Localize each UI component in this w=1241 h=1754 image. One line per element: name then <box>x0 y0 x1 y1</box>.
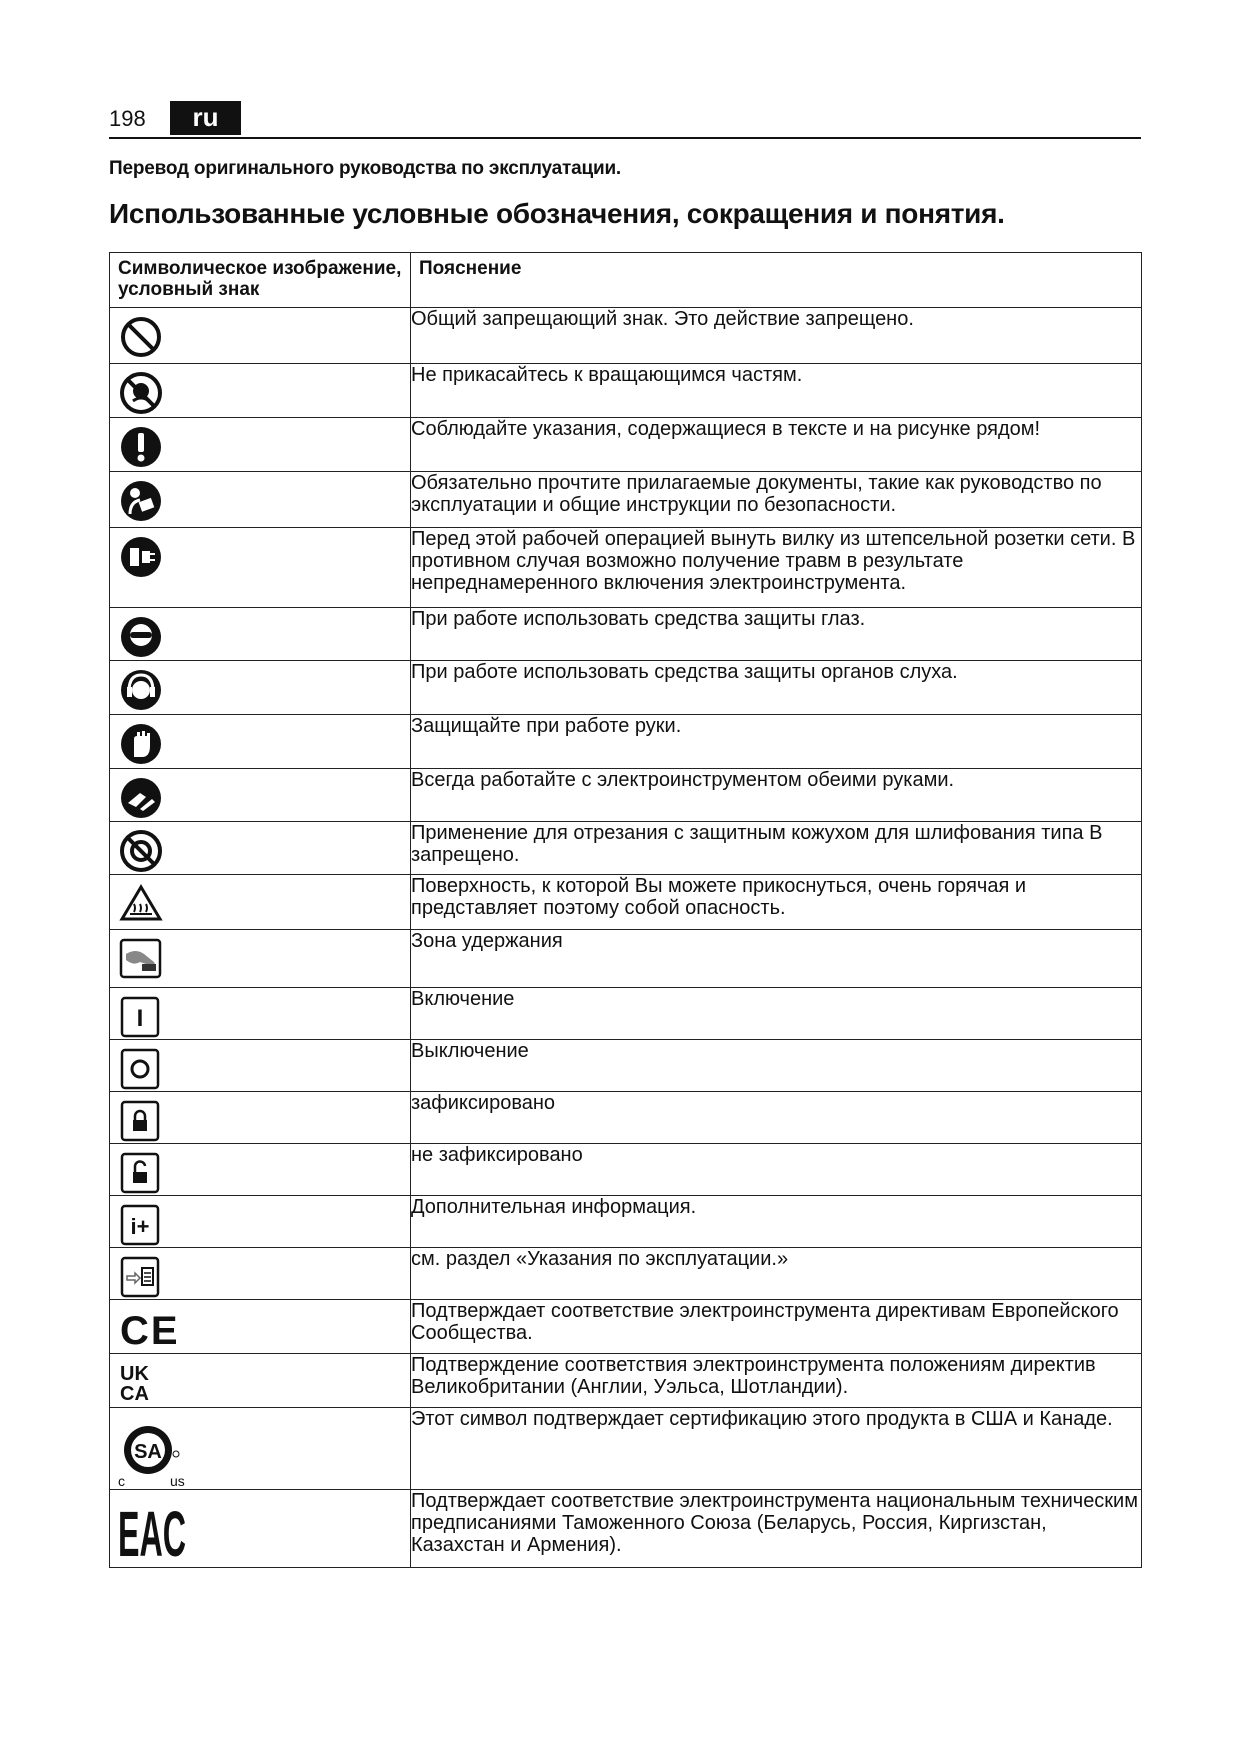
table-row <box>110 930 1142 988</box>
table-row <box>110 1092 1142 1144</box>
row-text: Поверхность, к которой Вы можете прикоснуться, очень горячая и представляет поэтому собой опасность. <box>411 875 1142 930</box>
row-text: Всегда работайте с электроинструментом обеими руками. <box>411 769 1142 822</box>
header-symbol: Символическое изображение, условный знак <box>110 253 411 308</box>
no-touch-rotating-parts-icon <box>118 370 164 416</box>
table-row <box>110 1144 1142 1196</box>
row-text: см. раздел «Указания по эксплуатации.» <box>411 1248 1142 1300</box>
eac-mark-icon <box>118 1496 198 1570</box>
table-header-row <box>110 253 1142 308</box>
unlocked-icon <box>118 1150 164 1196</box>
power-on-label: I <box>136 1005 144 1032</box>
table-row <box>110 1408 1142 1490</box>
symbols-table <box>109 252 1142 1568</box>
row-text: При работе использовать средства защиты органов слуха. <box>411 661 1142 715</box>
table-row <box>110 1490 1142 1568</box>
ce-mark-icon <box>118 1306 178 1352</box>
header-rule <box>109 137 1141 139</box>
prohibition-icon <box>118 314 164 360</box>
language-tab: ru <box>170 101 241 135</box>
row-text: Перед этой рабочей операцией вынуть вилку из штепсельной розетки сети. В противном случая возможно получение травм в результате непреднамеренного включения электроинструмента. <box>411 528 1142 608</box>
ukca-bottom-label: CA <box>120 1383 149 1405</box>
table-row <box>110 715 1142 769</box>
row-text: Подтверждение соответствия электроинструмента положениям директив Великобритании (Англии, Уэльса, Шотландии). <box>411 1354 1142 1408</box>
info-label: i+ <box>130 1214 150 1239</box>
document-subtitle: Перевод оригинального руководства по эксплуатации. <box>109 158 622 179</box>
read-manual-icon <box>118 478 164 524</box>
row-text: Обязательно прочтите прилагаемые документы, такие как руководство по эксплуатации и общие инструкции по безопасности. <box>411 472 1142 528</box>
csa-mark-icon <box>118 1414 208 1488</box>
table-row <box>110 661 1142 715</box>
hand-protection-icon <box>118 721 164 767</box>
row-text: Защищайте при работе руки. <box>411 715 1142 769</box>
csa-c-label: c <box>118 1473 125 1489</box>
row-text: Не прикасайтесь к вращающимся частям. <box>411 364 1142 418</box>
table-row <box>110 528 1142 608</box>
section-title: Использованные условные обозначения, сокращения и понятия. <box>109 198 1005 229</box>
table-row <box>110 308 1142 364</box>
table-row <box>110 364 1142 418</box>
power-off-icon <box>118 1046 164 1092</box>
row-text: Подтверждает соответствие электроинструмента директивам Европейского Сообщества. <box>411 1300 1142 1354</box>
warning-exclamation-icon <box>118 424 164 470</box>
table-row <box>110 988 1142 1040</box>
ukca-top-label: UK <box>120 1363 149 1385</box>
hearing-protection-icon <box>118 667 164 713</box>
locked-icon <box>118 1098 164 1144</box>
table-row <box>110 1300 1142 1354</box>
unplug-icon <box>118 534 164 580</box>
table-row <box>110 1040 1142 1092</box>
header-description: Пояснение <box>411 253 1142 308</box>
row-text: Подтверждает соответствие электроинструмента национальным техническим предписаниями Таможенного Союза (Беларусь, Россия, Киргизстан, Казахстан и Армения). <box>411 1490 1142 1568</box>
table-row <box>110 1248 1142 1300</box>
no-cutting-with-grinding-guard-icon <box>118 828 164 874</box>
table-row <box>110 418 1142 472</box>
hot-surface-icon <box>118 881 164 927</box>
row-text: зафиксировано <box>411 1092 1142 1144</box>
grip-zone-icon <box>118 936 164 982</box>
table-row <box>110 1354 1142 1408</box>
table-row <box>110 1196 1142 1248</box>
row-text: Общий запрещающий знак. Это действие запрещено. <box>411 308 1142 364</box>
row-text: Включение <box>411 988 1142 1040</box>
csa-us-label: us <box>170 1473 185 1489</box>
page-number: 198 <box>109 106 146 131</box>
table-row <box>110 608 1142 661</box>
row-text: не зафиксировано <box>411 1144 1142 1196</box>
eye-protection-icon <box>118 614 164 660</box>
row-text: Выключение <box>411 1040 1142 1092</box>
table-row <box>110 822 1142 875</box>
see-manual-section-icon <box>118 1254 164 1300</box>
page-header <box>109 98 1141 138</box>
row-text: Зона удержания <box>411 930 1142 988</box>
row-text: Применение для отрезания с защитным кожухом для шлифования типа B запрещено. <box>411 822 1142 875</box>
info-plus-icon <box>118 1202 164 1248</box>
csa-center-label: SA <box>134 1441 162 1463</box>
row-text: Дополнительная информация. <box>411 1196 1142 1248</box>
eac-mark-label: EAC <box>118 1498 186 1570</box>
table-row <box>110 472 1142 528</box>
power-on-icon <box>118 994 164 1040</box>
row-text: Соблюдайте указания, содержащиеся в тексте и на рисунке рядом! <box>411 418 1142 472</box>
table-row <box>110 769 1142 822</box>
row-text: Этот символ подтверждает сертификацию этого продукта в США и Канаде. <box>411 1408 1142 1490</box>
ce-mark-label: CE <box>120 1309 180 1353</box>
ukca-mark-icon <box>118 1360 164 1406</box>
row-text: При работе использовать средства защиты глаз. <box>411 608 1142 661</box>
two-hands-icon <box>118 775 164 821</box>
table-row <box>110 875 1142 930</box>
